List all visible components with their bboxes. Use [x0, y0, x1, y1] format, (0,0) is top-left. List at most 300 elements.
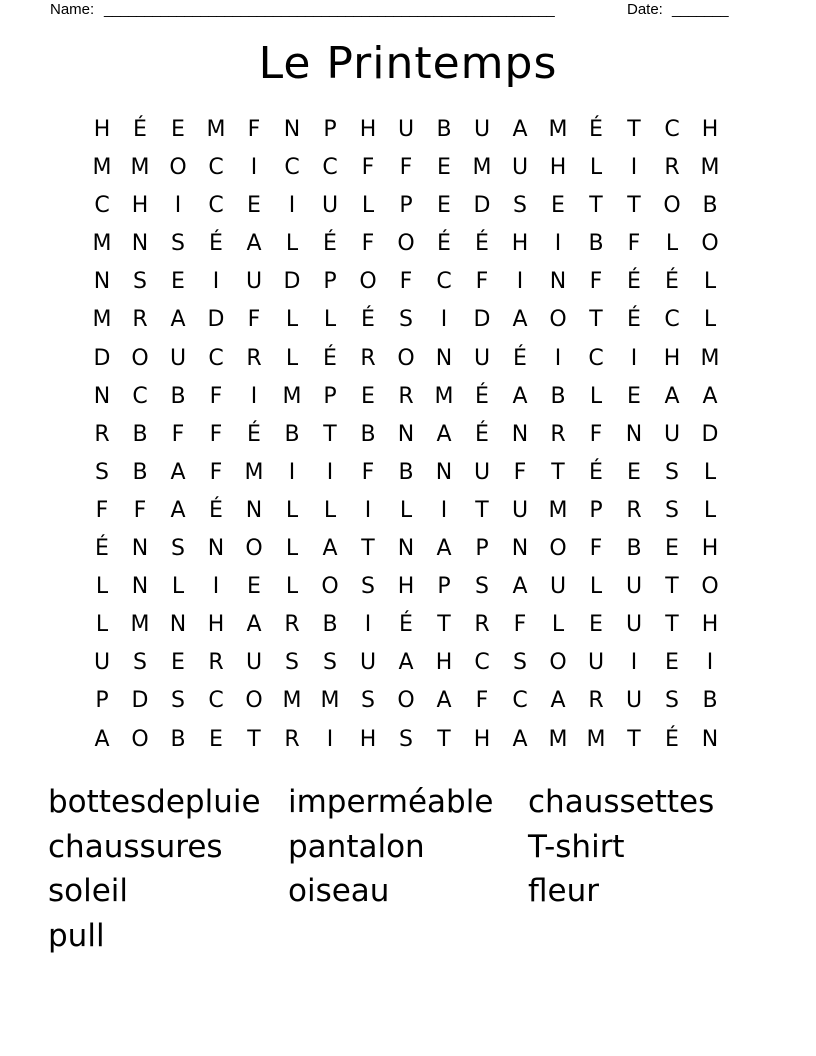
- grid-cell: A: [664, 383, 680, 409]
- grid-cell: N: [93, 269, 111, 295]
- grid-cell: F: [133, 497, 147, 523]
- grid-cell: F: [399, 269, 413, 295]
- grid-cell: S: [361, 688, 375, 714]
- grid-cell: L: [285, 574, 299, 600]
- grid-cell: I: [364, 612, 372, 638]
- grid-cell: É: [627, 307, 641, 333]
- grid-cell: T: [437, 612, 451, 638]
- grid-cell: I: [326, 726, 334, 752]
- grid-cell: A: [512, 307, 528, 333]
- grid-cell: S: [323, 650, 337, 676]
- grid-cell: É: [133, 117, 147, 142]
- grid-cell: A: [702, 383, 718, 409]
- grid-cell: I: [288, 459, 296, 485]
- grid-cell: C: [132, 383, 148, 409]
- word-list-item: chaussures: [48, 828, 223, 865]
- grid-cell: C: [664, 307, 680, 333]
- grid-cell: D: [131, 688, 149, 714]
- grid-cell: O: [321, 574, 339, 600]
- grid-cell: É: [665, 269, 679, 295]
- grid-cell: É: [399, 612, 413, 638]
- word-list-item: pantalon: [288, 828, 425, 865]
- grid-cell: N: [511, 536, 529, 562]
- grid-cell: T: [247, 726, 261, 752]
- word-list-item: T-shirt: [528, 828, 625, 865]
- grid-cell: N: [625, 421, 643, 447]
- grid-cell: H: [359, 117, 377, 142]
- grid-cell: L: [703, 269, 717, 295]
- grid-cell: N: [131, 231, 149, 257]
- grid-cell: L: [399, 497, 413, 523]
- grid-cell: D: [207, 307, 225, 333]
- grid-cell: U: [473, 345, 491, 371]
- grid-cell: S: [95, 459, 109, 485]
- word-list-item: bottesdepluie: [48, 784, 261, 820]
- grid-cell: É: [475, 231, 489, 257]
- grid-cell: B: [398, 459, 414, 485]
- grid-cell: E: [665, 536, 679, 562]
- grid-cell: I: [630, 155, 638, 181]
- grid-cell: B: [322, 612, 338, 638]
- grid-cell: T: [475, 497, 489, 523]
- grid-cell: N: [435, 345, 453, 371]
- grid-cell: F: [627, 231, 641, 257]
- grid-cell: E: [247, 193, 261, 219]
- grid-cell: N: [131, 536, 149, 562]
- grid-cell: O: [701, 231, 719, 257]
- grid-cell: É: [209, 497, 223, 523]
- grid-cell: N: [283, 117, 301, 142]
- grid-row: [83, 568, 729, 606]
- grid-cell: T: [437, 726, 451, 752]
- grid-cell: A: [436, 421, 452, 447]
- grid-cell: N: [207, 536, 225, 562]
- grid-cell: R: [132, 307, 148, 333]
- grid-cell: O: [169, 155, 187, 181]
- grid-row: [83, 492, 729, 530]
- grid-cell: O: [397, 345, 415, 371]
- grid-cell: U: [625, 612, 643, 638]
- grid-cell: A: [512, 726, 528, 752]
- grid-cell: P: [95, 688, 109, 714]
- grid-cell: I: [630, 650, 638, 676]
- grid-cell: L: [589, 574, 603, 600]
- grid-cell: M: [320, 688, 340, 714]
- word-list-item: chaussettes: [528, 784, 715, 820]
- grid-cell: H: [701, 536, 719, 562]
- grid-cell: S: [475, 574, 489, 600]
- grid-cell: U: [549, 574, 567, 600]
- grid-cell: P: [589, 497, 603, 523]
- grid-cell: L: [665, 231, 679, 257]
- grid-cell: A: [322, 536, 338, 562]
- grid-cell: M: [700, 155, 720, 181]
- grid-cell: L: [589, 383, 603, 409]
- grid-cell: I: [250, 155, 258, 181]
- grid-cell: R: [94, 421, 110, 447]
- grid-cell: L: [285, 307, 299, 333]
- grid-cell: I: [706, 650, 714, 676]
- grid-cell: S: [399, 726, 413, 752]
- grid-cell: N: [169, 612, 187, 638]
- grid-cell: R: [474, 612, 490, 638]
- grid-cell: F: [247, 117, 261, 142]
- grid-cell: L: [703, 307, 717, 333]
- grid-cell: B: [702, 688, 718, 714]
- grid-cell: É: [323, 345, 337, 371]
- grid-cell: F: [399, 155, 413, 181]
- grid-cell: M: [92, 307, 112, 333]
- grid-cell: B: [284, 421, 300, 447]
- grid-cell: D: [473, 193, 491, 219]
- grid-row: [83, 416, 729, 454]
- grid-cell: N: [397, 421, 415, 447]
- grid-cell: U: [245, 269, 263, 295]
- grid-cell: N: [245, 497, 263, 523]
- grid-cell: M: [586, 726, 606, 752]
- grid-cell: É: [95, 536, 109, 562]
- grid-cell: E: [209, 726, 223, 752]
- grid-row: [83, 606, 729, 644]
- grid-cell: U: [359, 650, 377, 676]
- grid-cell: C: [322, 155, 338, 181]
- grid-cell: M: [472, 155, 492, 181]
- grid-row: [83, 644, 729, 682]
- grid-cell: T: [665, 612, 679, 638]
- grid-cell: P: [399, 193, 413, 219]
- grid-cell: B: [588, 231, 604, 257]
- grid-cell: S: [171, 536, 185, 562]
- grid-cell: E: [171, 117, 185, 142]
- grid-cell: A: [170, 497, 186, 523]
- grid-cell: N: [511, 421, 529, 447]
- grid-cell: R: [664, 155, 680, 181]
- grid-cell: C: [512, 688, 528, 714]
- grid-cell: A: [436, 688, 452, 714]
- grid-cell: P: [323, 383, 337, 409]
- word-search-grid: [83, 111, 729, 759]
- grid-cell: O: [701, 574, 719, 600]
- grid-cell: S: [665, 497, 679, 523]
- grid-cell: B: [170, 726, 186, 752]
- grid-cell: F: [209, 383, 223, 409]
- grid-cell: O: [245, 536, 263, 562]
- grid-cell: C: [208, 345, 224, 371]
- grid-row: [83, 149, 729, 187]
- grid-cell: H: [207, 612, 225, 638]
- grid-cell: H: [131, 193, 149, 219]
- grid-cell: F: [513, 459, 527, 485]
- grid-cell: C: [284, 155, 300, 181]
- grid-cell: P: [437, 574, 451, 600]
- grid-cell: U: [473, 117, 491, 142]
- grid-cell: E: [551, 193, 565, 219]
- grid-cell: R: [284, 726, 300, 752]
- grid-cell: R: [626, 497, 642, 523]
- grid-cell: S: [513, 650, 527, 676]
- grid-cell: S: [665, 459, 679, 485]
- word-list: [48, 780, 788, 958]
- grid-cell: M: [130, 155, 150, 181]
- grid-cell: M: [282, 383, 302, 409]
- grid-cell: S: [513, 193, 527, 219]
- grid-cell: L: [589, 155, 603, 181]
- grid-cell: O: [549, 307, 567, 333]
- grid-cell: A: [512, 383, 528, 409]
- grid-cell: T: [589, 193, 603, 219]
- grid-cell: U: [473, 459, 491, 485]
- grid-cell: B: [436, 117, 452, 142]
- grid-cell: L: [361, 193, 375, 219]
- grid-cell: U: [93, 650, 111, 676]
- date-line: _______: [672, 1, 729, 18]
- grid-row: [83, 530, 729, 568]
- grid-cell: H: [473, 726, 491, 752]
- grid-cell: N: [435, 459, 453, 485]
- grid-cell: A: [170, 307, 186, 333]
- grid-cell: I: [326, 459, 334, 485]
- grid-cell: M: [206, 117, 226, 142]
- grid-cell: I: [250, 383, 258, 409]
- grid-cell: T: [627, 193, 641, 219]
- word-list-item: imperméable: [288, 784, 494, 820]
- grid-cell: T: [323, 421, 337, 447]
- grid-cell: É: [475, 421, 489, 447]
- grid-cell: M: [92, 155, 112, 181]
- grid-cell: T: [627, 726, 641, 752]
- grid-cell: P: [323, 269, 337, 295]
- grid-cell: E: [171, 269, 185, 295]
- grid-cell: R: [588, 688, 604, 714]
- grid-cell: E: [361, 383, 375, 409]
- grid-cell: U: [321, 193, 339, 219]
- grid-cell: D: [701, 421, 719, 447]
- grid-cell: S: [665, 688, 679, 714]
- grid-cell: B: [702, 193, 718, 219]
- grid-cell: L: [703, 459, 717, 485]
- grid-cell: L: [285, 497, 299, 523]
- grid-cell: T: [589, 307, 603, 333]
- grid-row: [83, 187, 729, 225]
- grid-cell: O: [359, 269, 377, 295]
- grid-cell: E: [627, 383, 641, 409]
- grid-row: [83, 225, 729, 263]
- grid-cell: C: [208, 688, 224, 714]
- grid-cell: M: [700, 345, 720, 371]
- grid-cell: O: [549, 536, 567, 562]
- grid-cell: E: [247, 574, 261, 600]
- grid-cell: N: [701, 726, 719, 752]
- grid-cell: D: [473, 307, 491, 333]
- grid-cell: H: [511, 231, 529, 257]
- grid-cell: E: [171, 650, 185, 676]
- grid-cell: I: [174, 193, 182, 219]
- grid-cell: H: [549, 155, 567, 181]
- grid-cell: O: [131, 726, 149, 752]
- grid-cell: N: [397, 536, 415, 562]
- word-list-item: soleil: [48, 873, 129, 909]
- grid-cell: A: [246, 231, 262, 257]
- grid-cell: É: [589, 459, 603, 485]
- grid-cell: F: [247, 307, 261, 333]
- grid-cell: O: [245, 688, 263, 714]
- grid-cell: I: [554, 345, 562, 371]
- grid-cell: F: [209, 421, 223, 447]
- grid-cell: R: [284, 612, 300, 638]
- grid-cell: F: [475, 688, 489, 714]
- grid-cell: L: [285, 536, 299, 562]
- grid-cell: C: [474, 650, 490, 676]
- grid-cell: F: [361, 155, 375, 181]
- grid-cell: U: [625, 574, 643, 600]
- grid-cell: F: [513, 612, 527, 638]
- grid-cell: L: [323, 497, 337, 523]
- grid-cell: I: [440, 307, 448, 333]
- grid-cell: É: [589, 117, 603, 142]
- grid-row: [83, 682, 729, 720]
- grid-cell: A: [436, 536, 452, 562]
- grid-cell: L: [323, 307, 337, 333]
- grid-cell: O: [131, 345, 149, 371]
- grid-cell: L: [703, 497, 717, 523]
- grid-row: [83, 721, 729, 759]
- grid-cell: F: [361, 231, 375, 257]
- grid-cell: A: [512, 574, 528, 600]
- grid-row: [83, 454, 729, 492]
- word-list-item: oiseau: [288, 873, 390, 909]
- grid-cell: S: [361, 574, 375, 600]
- grid-cell: B: [360, 421, 376, 447]
- grid-cell: U: [625, 688, 643, 714]
- grid-cell: A: [512, 117, 528, 142]
- grid-cell: I: [516, 269, 524, 295]
- grid-cell: M: [548, 497, 568, 523]
- grid-row: [83, 301, 729, 339]
- date-label: Date:: [627, 1, 663, 18]
- grid-row: [83, 263, 729, 301]
- grid-cell: C: [436, 269, 452, 295]
- grid-cell: N: [131, 574, 149, 600]
- grid-row: [83, 340, 729, 378]
- grid-row: [83, 378, 729, 416]
- grid-cell: F: [589, 421, 603, 447]
- grid-cell: B: [626, 536, 642, 562]
- grid-cell: U: [663, 421, 681, 447]
- grid-row: [83, 111, 729, 149]
- header: [0, 0, 816, 20]
- grid-cell: A: [94, 726, 110, 752]
- grid-cell: É: [323, 231, 337, 257]
- grid-cell: F: [209, 459, 223, 485]
- grid-cell: T: [665, 574, 679, 600]
- grid-cell: U: [169, 345, 187, 371]
- grid-cell: É: [361, 307, 375, 333]
- grid-cell: R: [246, 345, 262, 371]
- grid-cell: É: [209, 231, 223, 257]
- grid-cell: M: [244, 459, 264, 485]
- grid-cell: S: [399, 307, 413, 333]
- grid-cell: B: [132, 459, 148, 485]
- grid-cell: R: [398, 383, 414, 409]
- grid-cell: U: [587, 650, 605, 676]
- grid-cell: É: [513, 345, 527, 371]
- grid-cell: C: [664, 117, 680, 142]
- grid-cell: I: [630, 345, 638, 371]
- word-list-item: fleur: [528, 873, 599, 909]
- grid-cell: É: [247, 421, 261, 447]
- grid-cell: B: [132, 421, 148, 447]
- grid-cell: I: [212, 574, 220, 600]
- grid-cell: M: [92, 231, 112, 257]
- grid-cell: É: [475, 383, 489, 409]
- grid-cell: I: [212, 269, 220, 295]
- grid-cell: B: [550, 383, 566, 409]
- grid-cell: F: [171, 421, 185, 447]
- grid-cell: F: [95, 497, 109, 523]
- grid-cell: H: [663, 345, 681, 371]
- grid-cell: H: [701, 612, 719, 638]
- grid-cell: É: [665, 726, 679, 752]
- grid-cell: H: [397, 574, 415, 600]
- grid-cell: F: [361, 459, 375, 485]
- grid-cell: E: [665, 650, 679, 676]
- grid-cell: I: [364, 497, 372, 523]
- grid-cell: U: [245, 650, 263, 676]
- grid-cell: E: [437, 193, 451, 219]
- grid-cell: A: [550, 688, 566, 714]
- grid-cell: R: [208, 650, 224, 676]
- grid-cell: I: [554, 231, 562, 257]
- grid-cell: O: [397, 688, 415, 714]
- grid-cell: M: [282, 688, 302, 714]
- grid-cell: O: [549, 650, 567, 676]
- grid-cell: L: [551, 612, 565, 638]
- grid-cell: T: [551, 459, 565, 485]
- grid-cell: L: [95, 574, 109, 600]
- grid-cell: L: [285, 231, 299, 257]
- grid-cell: P: [475, 536, 489, 562]
- grid-cell: D: [93, 345, 111, 371]
- grid-cell: R: [360, 345, 376, 371]
- grid-cell: H: [93, 117, 111, 142]
- page-title: Le Printemps: [258, 38, 558, 89]
- grid-cell: H: [435, 650, 453, 676]
- grid-cell: C: [208, 193, 224, 219]
- name-label: Name:: [50, 1, 95, 18]
- grid-cell: O: [663, 193, 681, 219]
- grid-cell: S: [171, 688, 185, 714]
- word-list-item: pull: [48, 917, 105, 954]
- grid-cell: S: [133, 650, 147, 676]
- grid-cell: E: [589, 612, 603, 638]
- grid-cell: A: [170, 459, 186, 485]
- grid-cell: É: [627, 269, 641, 295]
- grid-cell: U: [511, 155, 529, 181]
- grid-cell: C: [208, 155, 224, 181]
- grid-cell: S: [171, 231, 185, 257]
- grid-cell: S: [285, 650, 299, 676]
- grid-cell: L: [171, 574, 185, 600]
- grid-cell: M: [548, 726, 568, 752]
- grid-cell: T: [361, 536, 375, 562]
- grid-cell: L: [95, 612, 109, 638]
- grid-cell: É: [437, 231, 451, 257]
- grid-cell: I: [440, 497, 448, 523]
- grid-cell: U: [397, 117, 415, 142]
- grid-cell: F: [475, 269, 489, 295]
- grid-cell: M: [548, 117, 568, 142]
- grid-cell: R: [550, 421, 566, 447]
